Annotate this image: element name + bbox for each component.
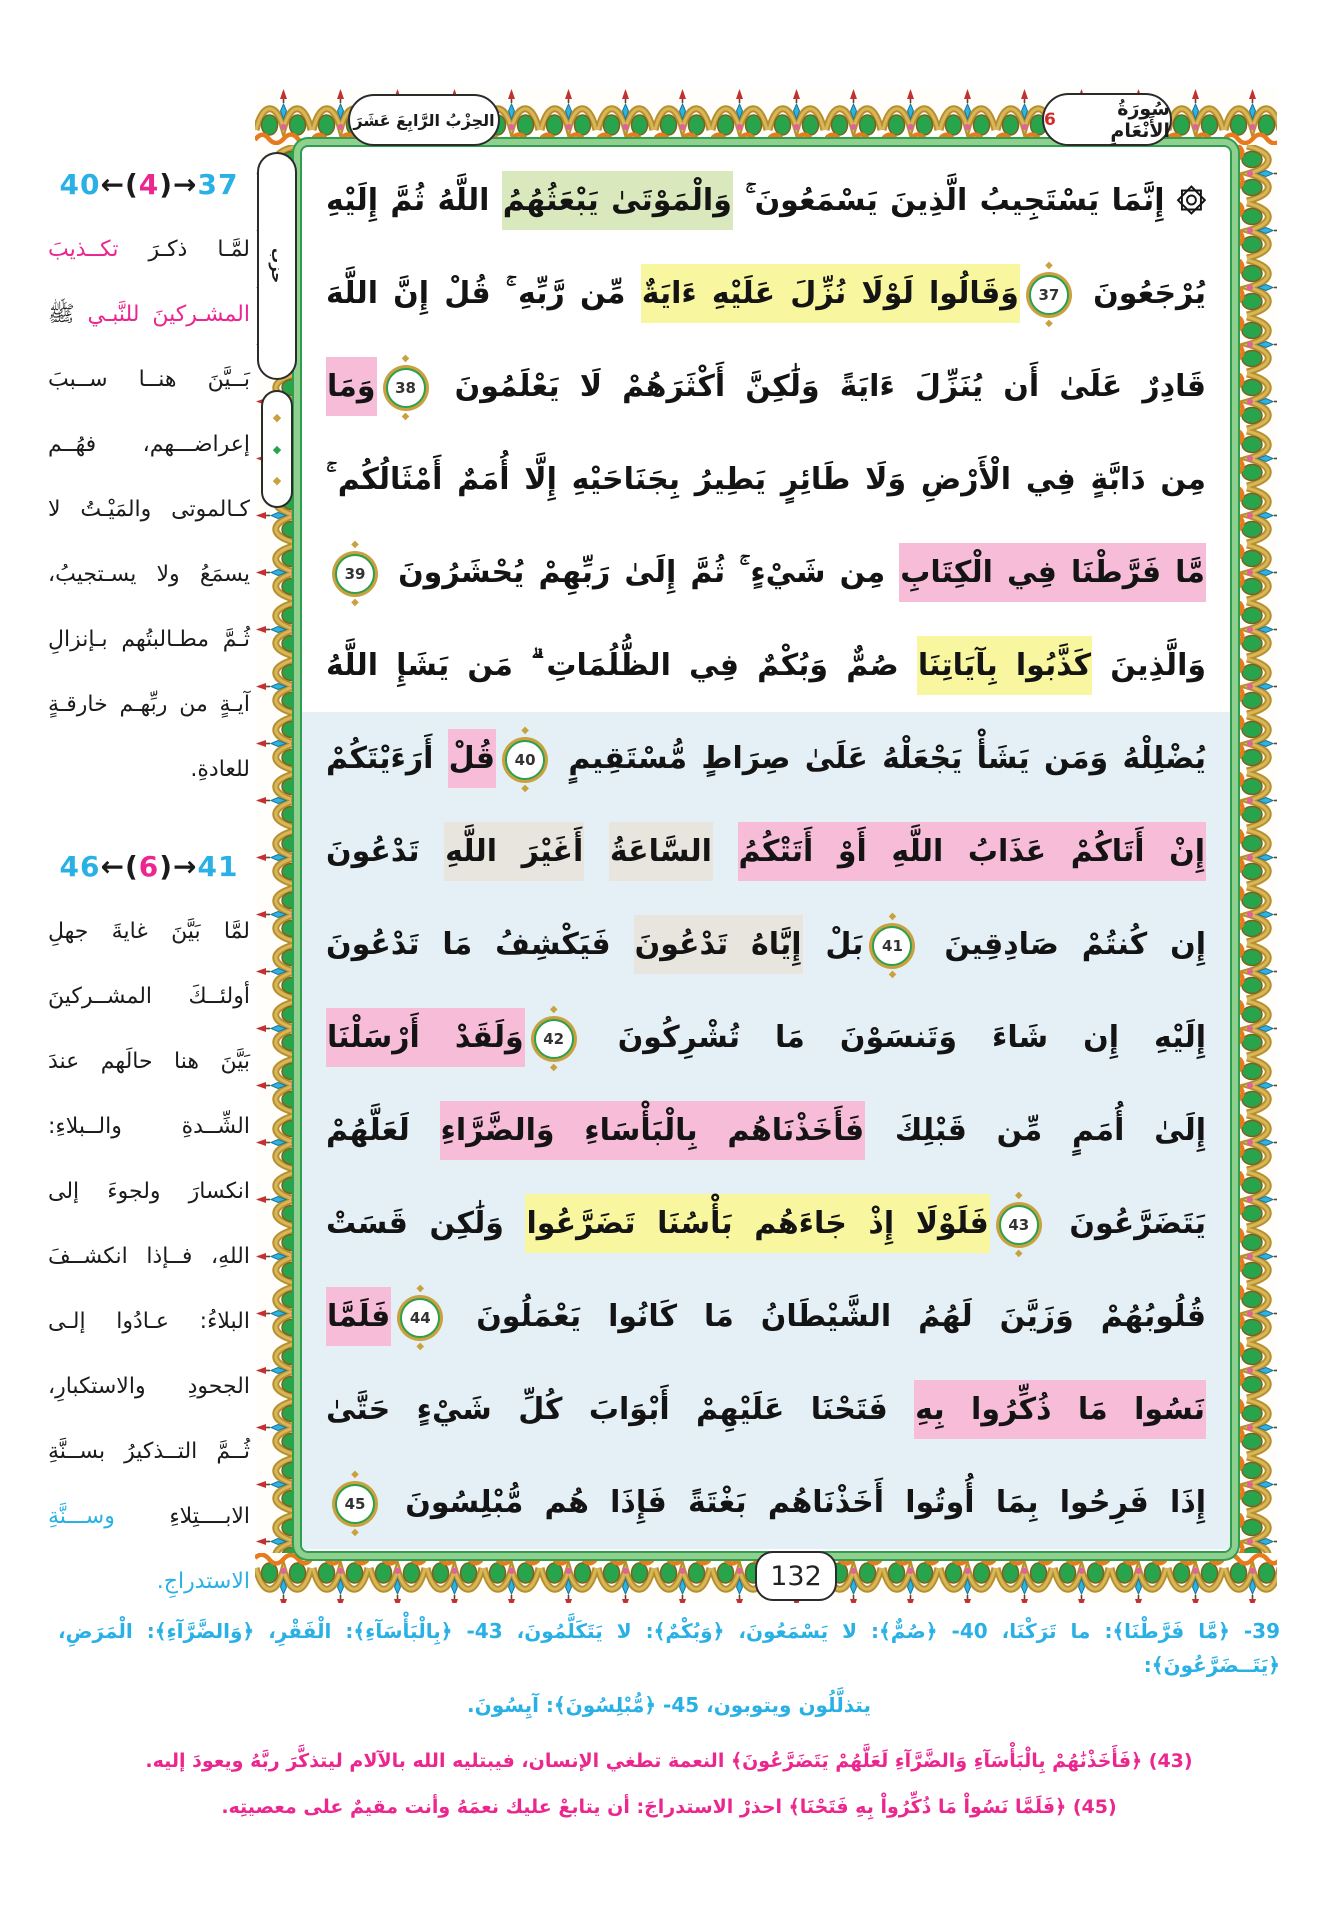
text-segment: ثُــمَّ التــذكيرُ بســنَّةِ [48, 1439, 250, 1464]
hizb-title-label: الحِزْبُ الرَّابِعَ عَشَرَ [353, 110, 495, 130]
footer-notes [58, 1614, 1280, 1824]
range-part: )→ [159, 168, 198, 201]
tafsir-line [48, 347, 250, 412]
ayah-text-segment: أَرَءَيْتَكُمْ [326, 741, 448, 776]
text-segment: للعادةِ. [190, 757, 250, 782]
quran-line [316, 433, 1216, 526]
tafsir-line [48, 1289, 250, 1354]
quran-line [316, 340, 1216, 433]
ayah-text-segment: نَسُوا مَا ذُكِّرُوا بِهِ [914, 1380, 1206, 1439]
text-segment: الاستدراجِ. [156, 1569, 250, 1594]
text-segment: يسمَعُ ولا يسـتجيبُ، [48, 562, 250, 587]
decorative-border-right [1232, 145, 1277, 1553]
tafsir-line [48, 1549, 250, 1614]
quran-line [302, 1363, 1230, 1456]
text-segment: انكسارَ ولجوءَ إلى [48, 1179, 250, 1204]
ayah-text-segment: فَتَحْنَا عَلَيْهِمْ أَبْوَابَ كُلِّ شَيْءٍ حَتَّىٰ [326, 1392, 915, 1427]
ayah-text-segment: وَقَالُوا لَوْلَا نُزِّلَ عَلَيْهِ ءَايَةٌ [641, 264, 1020, 323]
ayah-text-segment: تَدْعُونَ [326, 834, 445, 869]
hizb-side-label: حزب [268, 248, 286, 284]
tafsir-line [48, 1354, 250, 1419]
verse-number-medallion: ◆ 43 ◆ [999, 1205, 1039, 1245]
text-segment: كـالموتى والمَيْـتُ لا [48, 497, 250, 522]
ornamental-frame [255, 88, 1277, 1603]
ayah-text-segment [584, 834, 609, 869]
tafsir-line [48, 1484, 250, 1549]
verse-number-medallion: ◆ 41 ◆ [872, 926, 912, 966]
text-segment: اللهِ، فــإذا انكشــفَ [48, 1244, 250, 1269]
text-segment: الجحودِ والاستكبارِ، [48, 1374, 250, 1399]
quran-line [302, 805, 1230, 898]
tafsir-line [48, 282, 250, 347]
footer-note: (43) ﴿فَأَخَذْنَٰهُمْ بِالْبَأْسَآءِ وَالضَّرَّآءِ لَعَلَّهُمْ يَتَضَرَّعُونَ﴾ النعمة تطغي الإنسان، فيبتليه الله بالآلام ليتذكَّرَ ربَّهُ ويعودَ إليه. [145, 1750, 1193, 1772]
verse-number-medallion: ◆ 40 ◆ [505, 740, 545, 780]
range-part: ←( [100, 168, 139, 201]
ayah-text-segment: لَعَلَّهُمْ [326, 1113, 440, 1148]
ayah-text-segment: مَّا فَرَّطْنَا فِي الْكِتَابِ [899, 543, 1206, 602]
verse-number-medallion: ◆ 39 ◆ [335, 554, 375, 594]
ayah-text-segment: إِنْ أَتَاكُمْ عَذَابُ اللَّهِ أَوْ أَتَتْكُمُ [738, 822, 1206, 881]
text-segment: الابــــتِلاءِ [114, 1504, 250, 1529]
ayah-text-segment: يُضْلِلْهُ وَمَن يَشَأْ يَجْعَلْهُ عَلَىٰ صِرَاطٍ مُّسْتَقِيمٍ [554, 741, 1206, 776]
ayah-text-segment: وَلَقَدْ أَرْسَلْنَا [326, 1008, 525, 1067]
ayah-text-segment: فَيَكْشِفُ مَا تَدْعُونَ [326, 927, 634, 962]
text-segment: إعراضـــهم، فهُــم [48, 432, 250, 457]
ayah-text-segment: صُمٌّ وَبُكْمٌ فِي الظُّلُمَاتِ ۗ مَن يَشَإِ اللَّهُ [326, 648, 917, 683]
ayah-text-segment [713, 834, 738, 869]
text-segment: أولئــكَ المشــركينَ [48, 984, 250, 1009]
ayah-text-segment: قَادِرٌ عَلَىٰ أَن يُنَزِّلَ ءَايَةً وَلَٰكِنَّ أَكْثَرَهُمْ لَا يَعْلَمُونَ [434, 369, 1206, 404]
text-segment: ثُـمَّ مطـالبتُهم بـإنزالِ [48, 627, 250, 652]
quran-line [302, 1456, 1230, 1549]
tafsir-line [48, 542, 250, 607]
ayah-text-segment: السَّاعَةُ [609, 822, 713, 881]
ayah-text-segment: يَتَضَرَّعُونَ [1047, 1206, 1206, 1241]
page-number-cartouche [755, 1551, 837, 1601]
text-segment: المشـركينَ للنَّبـي [74, 302, 250, 327]
quran-line [302, 712, 1230, 805]
ayah-text-segment: وَمَا [326, 357, 377, 416]
page-number: 132 [770, 1560, 822, 1592]
ayah-text-segment: كَذَّبُوا بِآيَاتِنَا [917, 636, 1092, 695]
range-part: )→ [159, 850, 198, 883]
quran-line [316, 619, 1216, 712]
quran-line [302, 1270, 1230, 1363]
ayah-text-segment: قُلْ [448, 729, 496, 788]
ayah-text-segment: بَلْ [802, 927, 864, 962]
surah-title-cartouche [1042, 93, 1172, 146]
quran-line [302, 1084, 1230, 1177]
quran-line [302, 1177, 1230, 1270]
text-segment: تكــذيبَ [48, 237, 119, 262]
tafsir-line [48, 1224, 250, 1289]
range-part: 37 [197, 168, 239, 201]
tafsir-line [48, 964, 250, 1029]
tafsir-line [48, 217, 250, 282]
range-part: 41 [197, 850, 239, 883]
verse-number-medallion: ◆ 37 ◆ [1029, 275, 1069, 315]
diamond-icon: ◆ [272, 410, 282, 424]
text-segment: بَــيَّنَ هنــا ســببَ [48, 367, 250, 392]
hizb-title-cartouche [348, 94, 500, 146]
footer-note: يتذلَّلُون ويتوبون، 45- ﴿مُّبْلِسُونَ﴾: آيِسُونَ. [467, 1693, 871, 1717]
diamond-icon: ◆ [272, 474, 282, 488]
tafsir-line [48, 607, 250, 672]
ayah-text-segment: يُرْجَعُونَ [1077, 276, 1206, 311]
surah-title-label: سُورَةُ الأَنْعَامِ [1110, 97, 1170, 142]
verse-number-medallion: ◆ 42 ◆ [534, 1019, 574, 1059]
ayah-text-segment: فَلَمَّا [326, 1287, 391, 1346]
range-part: 46 [59, 850, 101, 883]
range-part: 40 [59, 168, 101, 201]
ayah-text-segment: أَغَيْرَ اللَّهِ [444, 822, 584, 881]
ayah-text-segment: إِذَا فَرِحُوا بِمَا أُوتُوا أَخَذْنَاهُم بَغْتَةً فَإِذَا هُم مُّبْلِسُونَ [384, 1485, 1206, 1520]
ayah-text-segment: وَالْمَوْتَىٰ يَبْعَثُهُمُ [502, 171, 733, 230]
tafsir-line [48, 1419, 250, 1484]
ayah-text-segment: وَالَّذِينَ [1092, 648, 1206, 683]
verse-range-heading [48, 850, 250, 883]
ayah-text-segment: مِن دَابَّةٍ فِي الْأَرْضِ وَلَا طَائِرٍ يَطِيرُ بِجَنَاحَيْهِ إِلَّا أُمَمٌ أَمْثَالُكُم ۚ [326, 462, 1206, 497]
tafsir-line [48, 1159, 250, 1224]
text-segment: بَيَّنَ هنا حالَهم عندَ [48, 1049, 250, 1074]
ayah-text-segment: فَأَخَذْنَاهُم بِالْبَأْسَاءِ وَالضَّرَّاءِ [440, 1101, 866, 1160]
range-part: ←( [100, 850, 139, 883]
hizb-side-cartouche [257, 152, 297, 380]
ayah-text-segment: ۞ إِنَّمَا يَسْتَجِيبُ الَّذِينَ يَسْمَعُونَ ۚ [732, 183, 1206, 218]
text-segment: لمَّـا ذكـرَ [118, 237, 250, 262]
range-part: 4 [138, 168, 160, 201]
verse-number-medallion: ◆ 45 ◆ [335, 1484, 375, 1524]
ayah-text-segment: إِلَىٰ أُمَمٍ مِّن قَبْلِكَ [865, 1113, 1206, 1148]
ayah-text-segment: مِن شَيْءٍ ۚ ثُمَّ إِلَىٰ رَبِّهِمْ يُحْشَرُونَ [384, 555, 900, 590]
verse-number-medallion: ◆ 38 ◆ [386, 368, 426, 408]
quran-line [302, 898, 1230, 991]
quran-line [316, 526, 1216, 619]
tafsir-line [48, 899, 250, 964]
text-segment: لمَّا بَيَّنَ غايةَ جهلِ [48, 919, 250, 944]
text-segment: الشِّــدةِ والــبلاءِ: [48, 1114, 250, 1139]
range-part: 6 [138, 850, 160, 883]
side-ornament [261, 390, 293, 508]
verse-range-heading [48, 168, 250, 201]
footer-note: 39- ﴿مَّا فَرَّطْنَا﴾: ما تَرَكْنَا، 40- ﴿صُمٌّ﴾: لا يَسْمَعُونَ، ﴿وَبُكْمٌ﴾: لا يَتَكَلَّمُونَ، 43- ﴿بِالْبَأْسَآءِ﴾: الْفَقْرِ، ﴿وَالضَّرَّآءِ﴾: الْمَرَضِ، ﴿يَتَــضَرَّعُونَ﴾: [58, 1619, 1280, 1677]
ayah-text-segment: إِن كُنتُمْ صَادِقِينَ [921, 927, 1206, 962]
text-segment: آيـةٍ من ربِّهـم خارقـةٍ [48, 692, 250, 717]
footer-note: (45) ﴿فَلَمَّا نَسُواْ مَا ذُكِّرُواْ بِهِ فَتَحْنَا﴾ احذرْ الاستدراجَ: أن يتابعْ عليك نعمَهُ وأنت مقيمٌ على معصيتِه. [221, 1796, 1117, 1818]
tafsir-line [48, 737, 250, 802]
ayah-text-segment: إِلَيْهِ إِن شَاءَ وَتَنسَوْنَ مَا تُشْرِكُونَ [582, 1020, 1206, 1055]
tafsir-line [48, 672, 250, 737]
quran-text-area [300, 145, 1232, 1553]
ayah-text-segment: وَلَٰكِن قَسَتْ [326, 1206, 526, 1241]
ayah-text-segment: فَلَوْلَا إِذْ جَاءَهُم بَأْسُنَا تَضَرَّعُوا [525, 1194, 989, 1253]
tafsir-line [48, 477, 250, 542]
quran-line [316, 154, 1216, 247]
tafsir-sidebar [48, 168, 250, 1614]
text-segment: ﷺ [48, 302, 75, 327]
diamond-icon: ◆ [272, 442, 282, 456]
ayah-text-segment: قُلُوبُهُمْ وَزَيَّنَ لَهُمُ الشَّيْطَانُ مَا كَانُوا يَعْمَلُونَ [449, 1299, 1206, 1334]
tafsir-line [48, 1094, 250, 1159]
tafsir-line [48, 1029, 250, 1094]
verse-number-medallion: ◆ 44 ◆ [400, 1298, 440, 1338]
text-segment: وســـنَّةِ [48, 1504, 115, 1529]
ayah-text-segment: إِيَّاهُ تَدْعُونَ [634, 915, 803, 974]
text-segment: البلاءُ: عـادُوا إلـى [48, 1309, 250, 1334]
ayah-text-segment: اللَّهُ ثُمَّ إِلَيْهِ [326, 183, 502, 218]
tafsir-line [48, 412, 250, 477]
quran-line [302, 991, 1230, 1084]
surah-number: 6 [1044, 109, 1056, 130]
quran-line [316, 247, 1216, 340]
ayah-text-segment: مِّن رَّبِّهِ ۚ قُلْ إِنَّ اللَّهَ [326, 276, 641, 311]
